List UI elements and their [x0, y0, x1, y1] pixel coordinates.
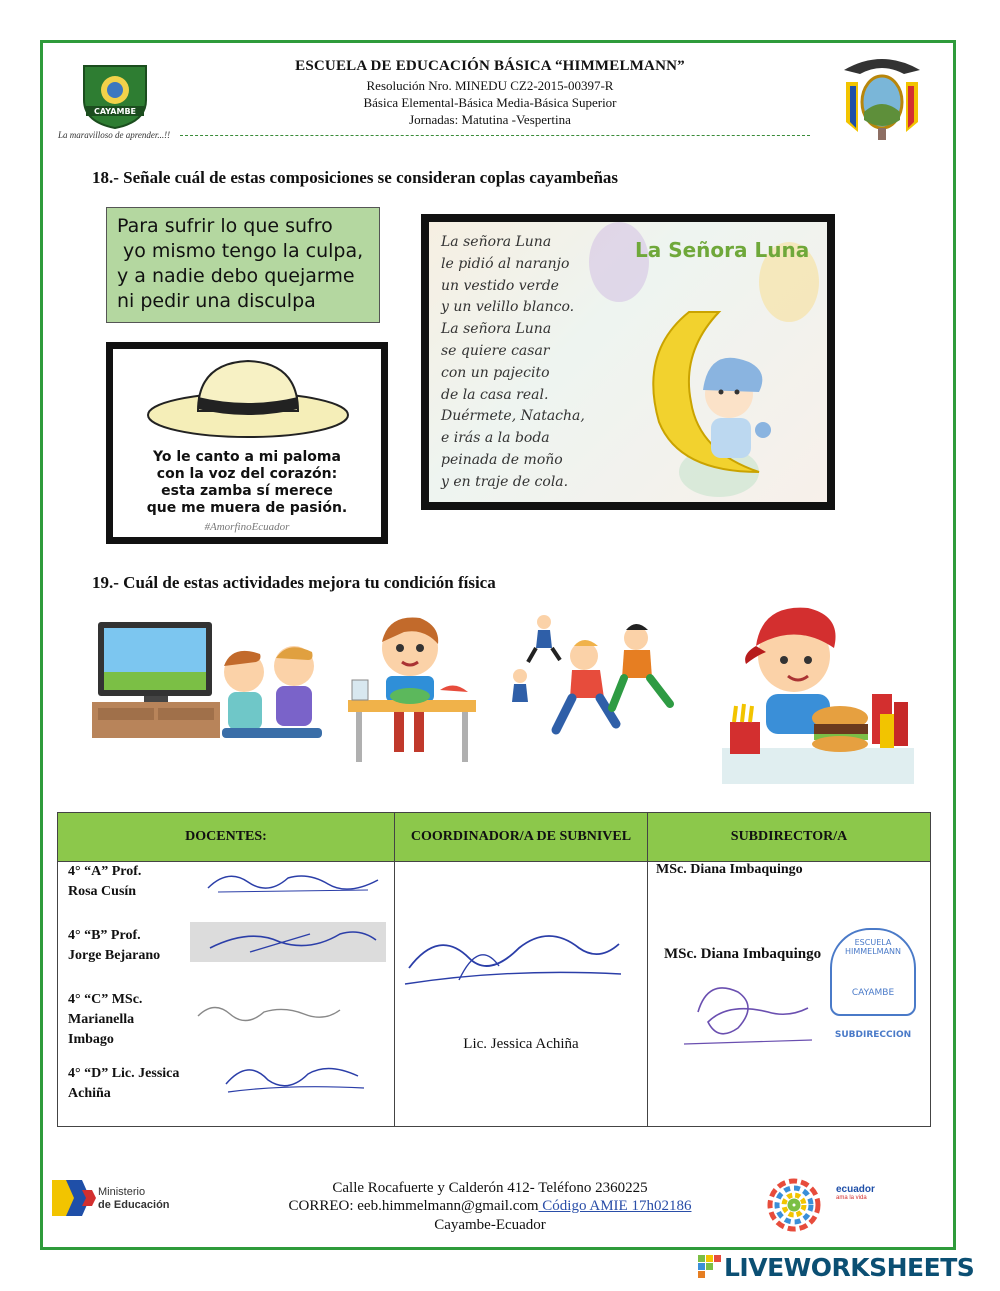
copla1-line: yo mismo tengo la culpa,: [123, 240, 364, 262]
docente-c: 4° “C” MSc. Marianella Imbago: [68, 992, 143, 1047]
liveworksheets-icon: [698, 1255, 722, 1279]
signature-jessica-achina-small: [218, 1054, 368, 1102]
footer-address: Calle Rocafuerte y Calderón 412- Teléfono 2360225: [332, 1180, 648, 1196]
activity-fast-food-image[interactable]: [722, 598, 914, 784]
levels: Básica Elemental-Básica Media-Básica Superior: [363, 95, 617, 110]
ecuador-logo: [762, 1176, 882, 1234]
luna-line: La señora Luna: [441, 321, 552, 338]
copla-option-3[interactable]: [421, 214, 835, 510]
ministry-logo: [52, 1180, 172, 1220]
copla-option-1[interactable]: [106, 207, 380, 323]
school-name: ESCUELA DE EDUCACIÓN BÁSICA “HIMMELMANN”: [295, 58, 685, 74]
footer-amie-link[interactable]: Código AMIE 17h02186: [538, 1198, 692, 1214]
copla1-line: ni pedir una disculpa: [117, 290, 316, 312]
header-coordinador: COORDINADOR/A DE SUBNIVEL: [395, 813, 648, 862]
luna-poem: [441, 232, 585, 494]
hat-image: [143, 353, 353, 441]
signature-subdirector: [678, 972, 818, 1052]
docente-a: 4° “A” Prof. Rosa Cusín: [68, 864, 142, 899]
luna-line: e irás a la boda: [441, 430, 550, 447]
header-docentes: DOCENTES:: [58, 813, 395, 862]
activity-watching-tv-image[interactable]: [92, 620, 328, 750]
ministry-line: de Educación: [98, 1199, 170, 1211]
docentes-cell: [58, 862, 395, 1127]
school-motto: La maravilloso de aprender...!!: [58, 130, 171, 140]
copla2-line: esta zamba sí merece: [161, 483, 333, 499]
luna-line: se quiere casar: [441, 342, 550, 359]
liveworksheets-text: LIVEWORKSHEETS: [724, 1253, 975, 1282]
copla1-line: y a nadie debo quejarme: [117, 265, 355, 287]
docente-d: 4° “D” Lic. Jessica Achiña: [68, 1066, 180, 1101]
signature-coordinator: [399, 918, 625, 998]
luna-title: La Señora Luna: [635, 238, 810, 262]
luna-line: y un velillo blanco.: [441, 299, 575, 316]
luna-line: Duérmete, Natacha,: [441, 408, 585, 425]
ministry-line: Ministerio: [98, 1186, 146, 1198]
luna-line: le pidió al naranjo: [441, 255, 570, 272]
signature-jorge-bejarano: [190, 922, 386, 962]
coordinator-name: Lic. Jessica Achiña: [463, 1036, 579, 1052]
coordinator-cell: [395, 862, 648, 1127]
footer-contact: [230, 1198, 750, 1215]
svg-text:CAYAMBE: CAYAMBE: [93, 107, 137, 116]
question-18: 18.- Señale cuál de estas composiciones se consideran coplas cayambeñas: [92, 168, 619, 187]
ecuador-coat-of-arms: [834, 52, 930, 144]
liveworksheets-watermark: [698, 1253, 974, 1282]
signature-marianella-imbago: [194, 996, 344, 1026]
header-subdirector: SUBDIRECTOR/A: [648, 813, 931, 862]
luna-line: peinada de moño: [441, 451, 563, 468]
subdirection-stamp: ESCUELA HIMMELMANN CAYAMBE SUBDIRECCION: [830, 928, 916, 1052]
subdirector-cell: [648, 862, 931, 1127]
subdirector-stamp-name: MSc. Diana Imbaquingo: [664, 946, 822, 962]
copla2-line: con la voz del corazón:: [156, 466, 338, 482]
shifts: Jornadas: Matutina -Vespertina: [409, 112, 571, 127]
activity-eating-healthy-image[interactable]: [344, 604, 478, 764]
activity-running-image[interactable]: [500, 612, 686, 740]
copla2-line: que me muera de pasión.: [146, 500, 348, 516]
resolution: Resolución Nro. MINEDU CZ2-2015-00397-R: [366, 78, 614, 93]
luna-line: de la casa real.: [441, 386, 549, 403]
docente-b: 4° “B” Prof. Jorge Bejarano: [68, 928, 161, 963]
luna-line: La señora Luna: [441, 234, 552, 250]
copla2-line: Yo le canto a mi paloma: [153, 449, 341, 465]
luna-line: y en traje de cola.: [441, 473, 569, 490]
copla1-line: Para sufrir lo que sufro: [117, 215, 333, 237]
luna-line: con un pajecito: [441, 364, 550, 381]
footer-city: Cayambe-Ecuador: [434, 1217, 546, 1233]
copla-option-2[interactable]: [106, 342, 388, 544]
signature-table: [57, 812, 931, 1127]
ecuador-logo-text: ecuador: [836, 1184, 875, 1195]
subdirector-name: MSc. Diana Imbaquingo: [656, 862, 803, 877]
header-divider: [180, 135, 810, 136]
signature-rosa-cusin: [198, 864, 388, 898]
footer-email: CORREO: eeb.himmelmann@gmail.com: [288, 1198, 539, 1214]
luna-line: un vestido verde: [441, 277, 559, 294]
question-19: 19.- Cuál de estas actividades mejora tu condición física: [92, 573, 496, 592]
school-logo: [76, 60, 154, 130]
copla2-tag: #AmorfinoEcuador: [204, 521, 290, 533]
ecuador-logo-tagline: ama la vida: [836, 1195, 867, 1201]
